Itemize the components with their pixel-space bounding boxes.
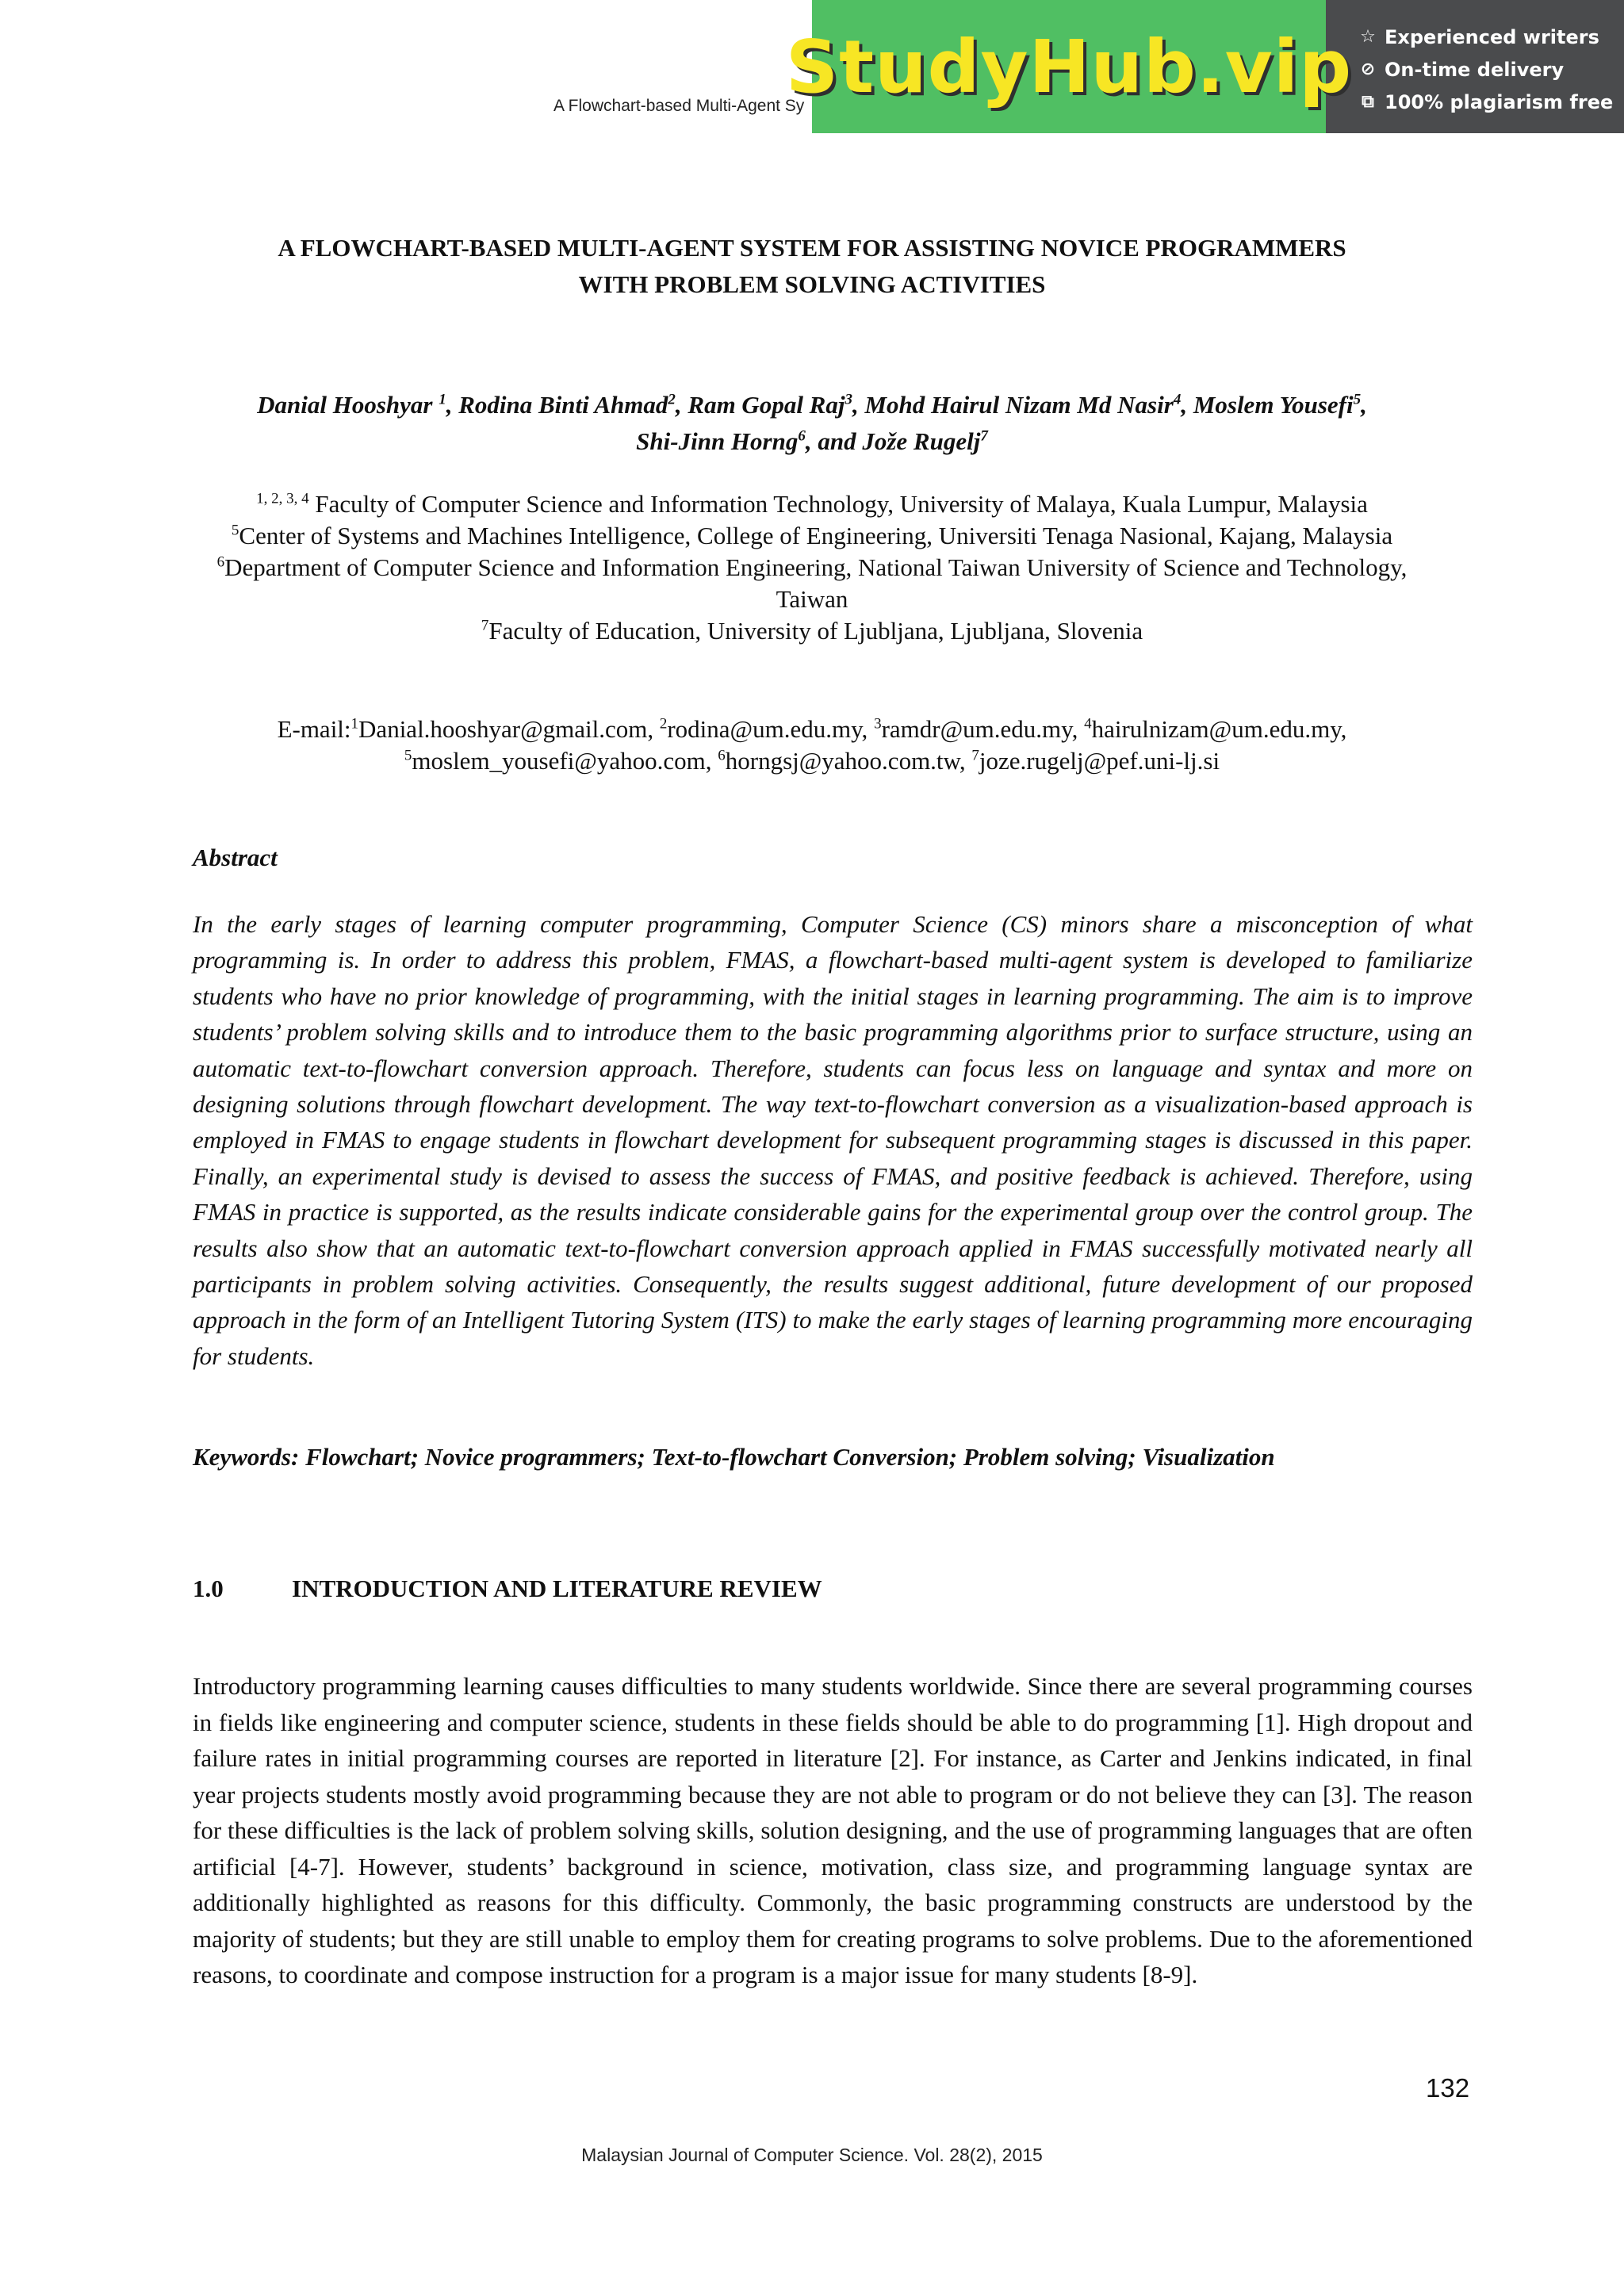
banner-feature bbox=[1359, 53, 1624, 86]
intro-paragraph: Introductory programming learning causes difficulties to many students worldwide. Since there are several programming courses in fields like engineering and computer science, students in these fields should be able to do programming [1]. High dropout and failure rates in initial programming courses are reported in literature [2]. For instance, as Carter and Jenkins indicated, in final year projects students mostly avoid programming because they are not able to program or do not believe they can [3]. The reason for these difficulties is the lack of problem solving skills, solution designing, and the use of programming languages that are often artificial [4-7]. However, students’ background in science, motivation, class size, and programming language syntax are additionally highlighted as reasons for this difficulty. Commonly, the basic programming constructs are understood by the majority of students; but they are still unable to employ them for creating programs to solve problems. Due to the aforementioned reasons, to coordinate and compose instruction for a program is a major issue for many students [8-9]. bbox=[193, 1672, 1473, 1988]
author-name: , and Jože Rugelj bbox=[805, 427, 981, 455]
affiliations bbox=[206, 488, 1418, 647]
affiliation-text: Center of Systems and Machines Intelligence, College of Engineering, Universiti Tenaga Nasional, Kajang, Malaysia bbox=[239, 522, 1393, 549]
author-line bbox=[0, 423, 1624, 460]
abstract-text: In the early stages of learning computer programming, Computer Science (CS) minors share a misconception of what programming is. In order to address this problem, FMAS, a flowchart-based multi-agent system is developed to familiarize students who have no prior knowledge of programming, with the initial stages in learning programming. The aim is to improve students’ problem solving skills and to introduce them to the basic programming algorithms prior to surface structure, using an automatic text-to-flowchart conversion approach. Therefore, students can focus less on language and syntax and more on designing solutions through flowchart development. The way text-to-flowchart conversion as a visualization-based approach is employed in FMAS to engage students in flowchart development for subsequent programming stages is discussed in this paper. Finally, an experimental study is devised to assess the success of FMAS, and positive feedback is achieved. Therefore, using FMAS in practice is supported, as the results indicate considerable gains for the experimental group over the control group. The results also show that an automatic text-to-flowchart conversion approach applied in FMAS successfully motivated nearly all participants in problem solving activities. Consequently, the results suggest additional, future development of our proposed approach in the form of an Intelligent Tutoring System (ITS) to make the early stages of learning programming more encouraging for students. bbox=[193, 910, 1473, 1370]
section-heading bbox=[193, 1575, 822, 1603]
author-sup: 6 bbox=[798, 427, 806, 445]
author-name: , Rodina Binti Ahmad bbox=[446, 391, 668, 419]
banner-feature bbox=[1359, 21, 1624, 53]
keywords: Keywords: Flowchart; Novice programmers; Text-to-flowchart Conversion; Problem solving; Visualization bbox=[193, 1443, 1275, 1471]
affiliation-sup: 5 bbox=[231, 522, 239, 539]
affiliation-text: Faculty of Education, University of Ljubljana, Ljubljana, Slovenia bbox=[488, 617, 1143, 645]
author-sup: 4 bbox=[1173, 391, 1182, 408]
email-sup: 1 bbox=[350, 715, 359, 733]
email-line bbox=[159, 714, 1465, 745]
author-name: Shi-Jinn Horng bbox=[636, 427, 799, 455]
star-icon: ☆ bbox=[1360, 27, 1376, 47]
email-prefix: E-mail: bbox=[277, 715, 351, 743]
email-sup: 5 bbox=[404, 747, 412, 764]
banner-feature bbox=[1359, 86, 1624, 118]
author-sup: 3 bbox=[845, 391, 852, 408]
email-link[interactable]: joze.rugelj@pef.uni-lj.si bbox=[979, 747, 1220, 775]
email-link[interactable]: ramdr@um.edu.my, bbox=[881, 715, 1085, 743]
banner-feature-text: On-time delivery bbox=[1385, 58, 1565, 81]
email-link[interactable]: moslem_yousefi@yahoo.com, bbox=[412, 747, 718, 775]
author-line bbox=[0, 387, 1624, 423]
email-sup: 7 bbox=[971, 747, 979, 764]
email-link[interactable]: hairulnizam@um.edu.my, bbox=[1091, 715, 1347, 743]
affiliation-text: Department of Computer Science and Information Engineering, National Taiwan University of Science and Technology, Taiwan bbox=[224, 553, 1408, 613]
author-sup: 5 bbox=[1353, 391, 1362, 408]
banner-feature-text: 100% plagiarism free bbox=[1385, 90, 1614, 113]
clock-icon: ⊘ bbox=[1360, 59, 1376, 79]
email-line bbox=[159, 745, 1465, 777]
author-name: Danial Hooshyar bbox=[257, 391, 439, 419]
ad-banner[interactable] bbox=[785, 0, 1624, 133]
affiliation-sup: 1, 2, 3, 4 bbox=[256, 490, 309, 507]
author-name: , Moslem Yousefi bbox=[1181, 391, 1354, 419]
author-punct: , bbox=[1361, 391, 1367, 419]
banner-logo-text: StudyHub.vip bbox=[785, 24, 1353, 109]
banner-logo[interactable] bbox=[785, 0, 1353, 133]
email-sup: 6 bbox=[718, 747, 726, 764]
email-sup: 4 bbox=[1084, 715, 1092, 733]
title-line: WITH PROBLEM SOLVING ACTIVITIES bbox=[578, 270, 1046, 298]
title-line: A FLOWCHART-BASED MULTI-AGENT SYSTEM FOR ASSISTING NOVICE PROGRAMMERS bbox=[278, 234, 1346, 262]
author-sup: 1 bbox=[439, 391, 446, 408]
email-sup: 2 bbox=[659, 715, 668, 733]
email-link[interactable]: rodina@um.edu.my, bbox=[667, 715, 875, 743]
affiliation bbox=[206, 488, 1418, 520]
section-title: INTRODUCTION AND LITERATURE REVIEW bbox=[292, 1575, 822, 1602]
email-link[interactable]: horngsj@yahoo.com.tw, bbox=[725, 747, 972, 775]
affiliation-sup: 7 bbox=[481, 617, 489, 634]
copy-icon: ⧉ bbox=[1362, 92, 1374, 112]
email-sup: 3 bbox=[874, 715, 882, 733]
paper-title bbox=[0, 230, 1624, 303]
author-sup: 2 bbox=[668, 391, 676, 408]
author-sup: 7 bbox=[980, 427, 988, 445]
affiliation bbox=[206, 552, 1418, 615]
email-link[interactable]: Danial.hooshyar@gmail.com, bbox=[358, 715, 660, 743]
affiliation bbox=[206, 615, 1418, 647]
email-list bbox=[159, 714, 1465, 777]
running-head: A Flowchart-based Multi-Agent Sy bbox=[553, 97, 805, 115]
page-number: 132 bbox=[1426, 2073, 1470, 2103]
affiliation-sup: 6 bbox=[216, 553, 225, 571]
affiliation-text: Faculty of Computer Science and Information Technology, University of Malaya, Kuala Lumpur, Malaysia bbox=[308, 490, 1368, 518]
section-number: 1.0 bbox=[193, 1575, 224, 1602]
abstract-heading: Abstract bbox=[193, 844, 278, 871]
banner-feature-text: Experienced writers bbox=[1385, 25, 1599, 48]
author-name: , Ram Gopal Raj bbox=[675, 391, 845, 419]
author-list bbox=[0, 387, 1624, 460]
author-name: , Mohd Hairul Nizam Md Nasir bbox=[852, 391, 1174, 419]
journal-footer: Malaysian Journal of Computer Science. Vol. 28(2), 2015 bbox=[581, 2145, 1043, 2165]
banner-features bbox=[1326, 0, 1624, 133]
affiliation bbox=[206, 520, 1418, 552]
